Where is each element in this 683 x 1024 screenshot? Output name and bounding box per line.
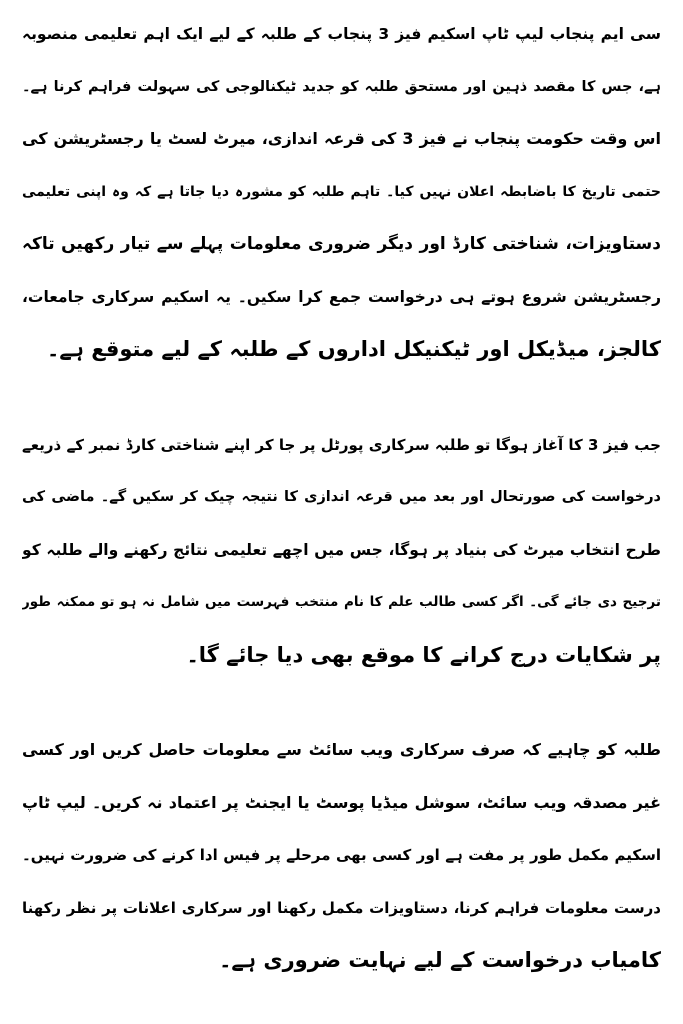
paragraph-line: درخواست کی صورتحال اور بعد میں قرعہ اندازی کا نتیجہ چیک کر سکیں گے۔ ماضی کی (22, 489, 661, 505)
paragraph-line: رجسٹریشن شروع ہوتے ہی درخواست جمع کرا سکیں۔ یہ اسکیم سرکاری جامعات، (22, 287, 661, 306)
paragraph-line: پر شکایات درج کرانے کا موقع بھی دیا جائے گا۔ (186, 642, 661, 667)
paragraph-line: اسکیم مکمل طور پر مفت ہے اور کسی بھی مرحلے پر فیس ادا کرنے کی ضرورت نہیں۔ (22, 846, 661, 864)
paragraph-line: جب فیز 3 کا آغاز ہوگا تو طلبہ سرکاری پورٹل پر جا کر اپنے شناختی کارڈ نمبر کے ذریعے (22, 435, 661, 454)
paragraph-line: ہے، جس کا مقصد ذہین اور مستحق طلبہ کو جدید ٹیکنالوجی کی سہولت فراہم کرنا ہے۔ (22, 78, 661, 95)
paragraph-1 (22, 8, 661, 376)
paragraph-line: غیر مصدقہ ویب سائٹ، سوشل میڈیا پوسٹ یا ایجنٹ پر اعتماد نہ کریں۔ لیپ ٹاپ (22, 792, 661, 812)
paragraph-line: دستاویزات، شناختی کارڈ اور دیگر ضروری معلومات پہلے سے تیار رکھیں تاکہ (22, 234, 661, 254)
paragraph-line: سی ایم پنجاب لیپ ٹاپ اسکیم فیز 3 پنجاب کے طلبہ کے لیے ایک اہم تعلیمی منصوبہ (22, 25, 661, 43)
paragraph-line: حتمی تاریخ کا باضابطہ اعلان نہیں کیا۔ تاہم طلبہ کو مشورہ دیا جاتا ہے کہ وہ اپنی تعلیمی (22, 183, 661, 200)
paragraph-spacer (22, 376, 661, 419)
paragraph-line: کالجز، میڈیکل اور ٹیکنیکل اداروں کے طلبہ کے لیے متوقع ہے۔ (47, 337, 661, 361)
paragraph-line: درست معلومات فراہم کرنا، دستاویزات مکمل رکھنا اور سرکاری اعلانات پر نظر رکھنا (22, 898, 661, 917)
paragraph-2 (22, 419, 661, 682)
paragraph-line: طرح انتخاب میرٹ کی بنیاد پر ہوگا، جس میں اچھے تعلیمی نتائج رکھنے والے طلبہ کو (22, 540, 661, 559)
paragraph-line: ترجیح دی جائے گی۔ اگر کسی طالب علم کا نام منتخب فہرست میں شامل نہ ہو تو ممکنہ طور (22, 594, 661, 610)
paragraph-spacer (22, 681, 661, 724)
paragraph-3 (22, 724, 661, 987)
paragraph-line: اس وقت حکومت پنجاب نے فیز 3 کی قرعہ اندازی، میرٹ لسٹ یا رجسٹریشن کی (22, 129, 661, 148)
paragraph-line: طلبہ کو چاہیے کہ صرف سرکاری ویب سائٹ سے معلومات حاصل کریں اور کسی (22, 740, 661, 759)
paragraph-line: کامیاب درخواست کے لیے نہایت ضروری ہے۔ (219, 948, 661, 972)
